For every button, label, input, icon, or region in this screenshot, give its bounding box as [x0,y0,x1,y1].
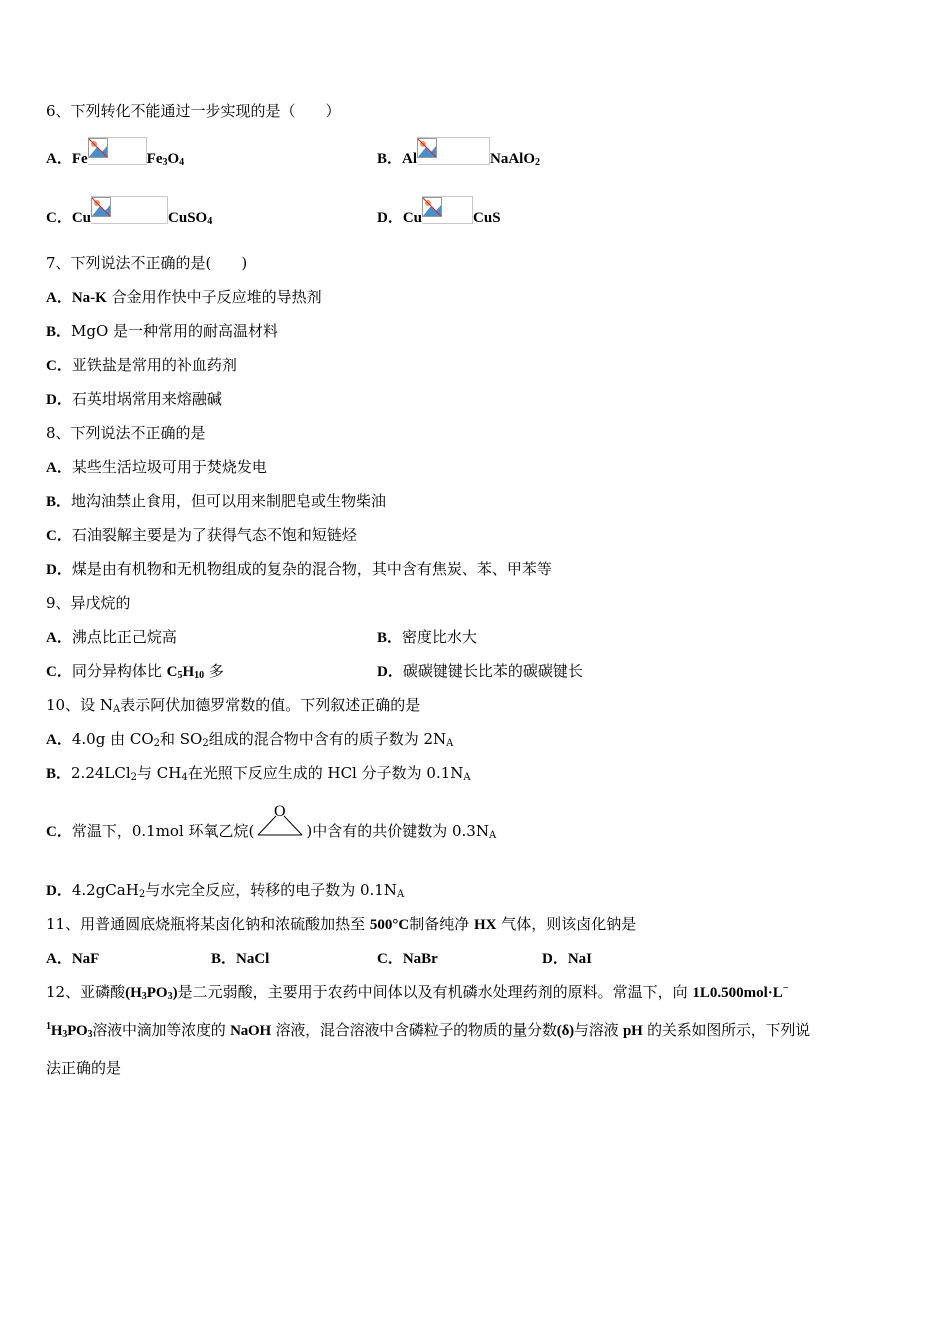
oxygen-atom-label: O [274,803,286,820]
q8-stem: 8、下列说法不正确的是 [46,424,206,442]
q8-option-a[interactable]: A．某些生活垃圾可用于焚烧发电 [46,458,267,476]
broken-image-icon [91,197,111,217]
q11-option-c[interactable]: C．NaBr [377,951,438,967]
q11-option-d[interactable]: D．NaI [542,951,593,967]
q10-stem: 10、设 $N_A$表示阿伏加德罗常数的值。下列叙述正确的是 [46,696,421,715]
q6-option-b[interactable]: B．Al NaAlO$_2$ [377,148,540,169]
q12-stem-line-3: 法正确的是 [46,1059,122,1077]
broken-image-arrow [91,196,168,224]
q9-option-b[interactable]: B．密度比水大 [377,628,478,646]
option-label: A． [46,151,72,167]
q10-option-b[interactable]: B．2.24LCl$_2$与 $CH_4$在光照下反应生成的 HCl 分子数为 $0.1N_A$ [46,764,471,783]
q6-option-d[interactable]: D．Cu CuS [377,207,501,228]
q6-option-c[interactable]: C．Cu CuSO$_4$ [46,207,212,228]
ethylene-oxide-structure [254,802,306,842]
q11-stem: 11、用普通圆底烧瓶将某卤化钠和浓硫酸加热至 500°C制备纯净 HX 气体，则该卤化钠是 [46,915,637,933]
q11-option-b[interactable]: B．NaCl [211,951,270,967]
broken-image-arrow [88,137,147,165]
q10-option-d[interactable]: D．4.2gCaH$_2$与水完全反应，转移的电子数为 $0.1N_A$ [46,881,405,900]
q10-option-c[interactable]: C．常温下，0.1mol 环氧乙烷( O )中含有的共价键数为 $0.3N_A$ [46,803,497,841]
broken-image-icon [422,197,442,217]
q8-option-d[interactable]: D．煤是由有机物和无机物组成的复杂的混合物，其中含有焦炭、苯、甲苯等 [46,560,552,578]
q7-option-b[interactable]: B．MgO 是一种常用的耐高温材料 [46,322,279,340]
q10-option-a[interactable]: A．4.0g 由 $CO_2$和 $SO_2$组成的混合物中含有的质子数为 $2N_A$ [46,730,454,749]
broken-image-arrow [422,196,473,224]
broken-image-arrow [417,137,490,165]
q8-option-b[interactable]: B．地沟油禁止食用，但可以用来制肥皂或生物柴油 [46,492,387,510]
q9-option-c[interactable]: C．同分异构体比 $C_5H_{10}$ 多 [46,662,224,681]
q6-option-a[interactable]: A．Fe $Fe_3O_4$ [46,148,184,169]
broken-image-icon [417,138,437,158]
q7-option-d[interactable]: D．石英坩埚常用来熔融碱 [46,390,222,408]
q8-option-c[interactable]: C．石油裂解主要是为了获得气态不饱和短链烃 [46,526,357,544]
q12-stem-line-2: $^1H_3PO_3$溶液中滴加等浓度的 NaOH 溶液，混合溶液中含磷粒子的物质的量分数(δ)与溶液 pH 的关系如图所示，下列说 [46,1021,810,1040]
q6-stem: 6、下列转化不能通过一步实现的是（ ） [46,102,341,120]
q9-stem: 9、异戊烷的 [46,594,131,612]
q7-option-c[interactable]: C．亚铁盐是常用的补血药剂 [46,356,237,374]
q7-option-a[interactable]: A．Na-K 合金用作快中子反应堆的导热剂 [46,288,322,306]
q9-option-d[interactable]: D．碳碳键键长比苯的碳碳键长 [377,662,583,680]
q11-option-a[interactable]: A．NaF [46,951,100,967]
q9-option-a[interactable]: A．沸点比正己烷高 [46,628,177,646]
broken-image-icon [88,138,108,158]
q7-stem: 7、下列说法不正确的是( ) [46,254,248,272]
q12-stem-line-1: 12、亚磷酸$(H_3PO_3)$是二元弱酸，主要用于农药中间体以及有机磷水处理药剂的原料。常温下，向 1L0.500mol·L− [46,983,789,1002]
